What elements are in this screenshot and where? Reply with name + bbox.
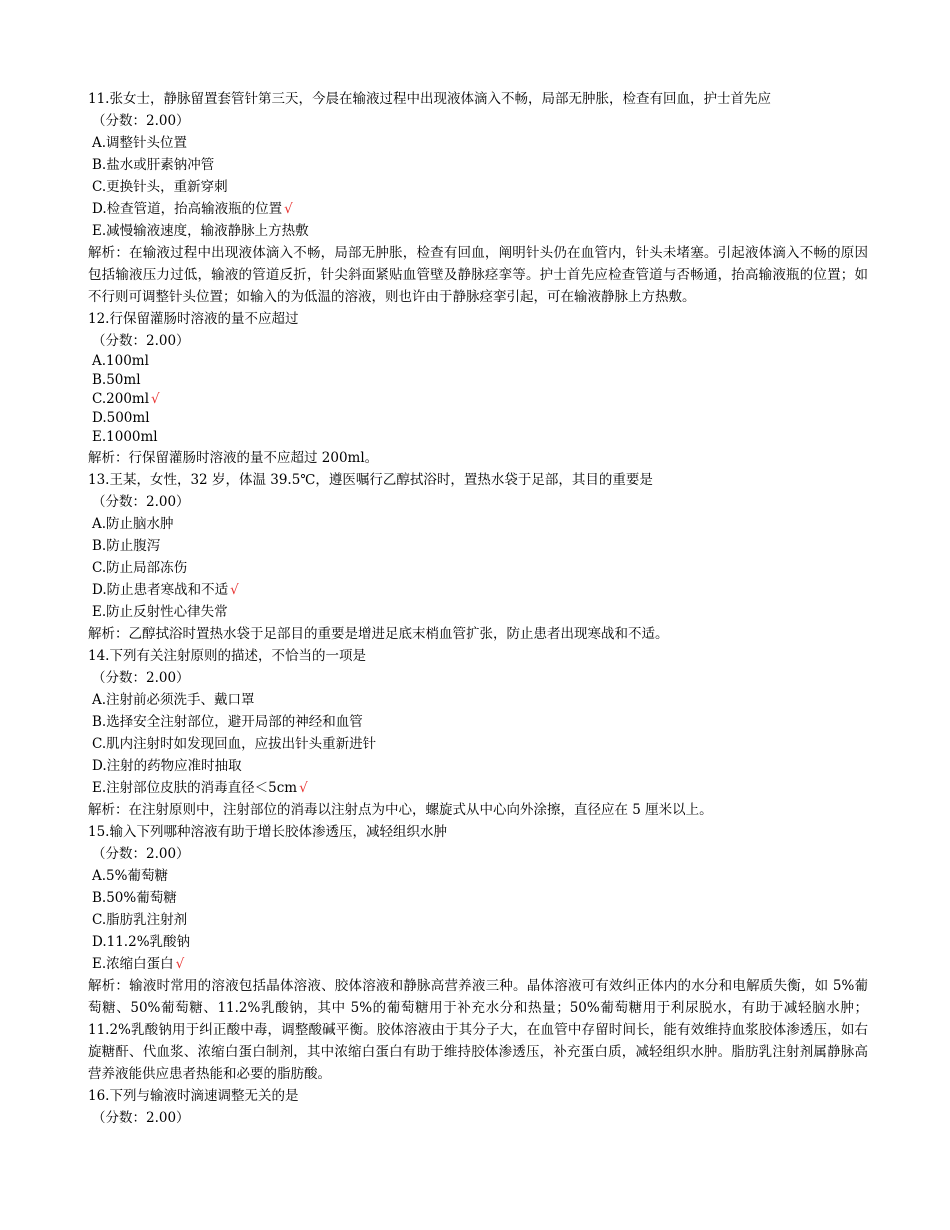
answer-option-text: A.100ml (92, 353, 149, 369)
answer-option-text: D.11.2%乳酸钠 (92, 934, 191, 950)
answer-option (88, 579, 868, 601)
question-block (88, 88, 868, 308)
answer-option-text: E.减慢输液速度，输液静脉上方热敷 (92, 223, 309, 239)
question-block (88, 645, 868, 821)
answer-option (88, 733, 868, 755)
correct-check-icon: √ (175, 956, 185, 972)
answer-option (88, 535, 868, 557)
answer-option (88, 352, 868, 371)
answer-option-text: B.选择安全注射部位，避开局部的神经和血管 (92, 714, 363, 730)
question-score: （分数：2.00） (92, 1110, 190, 1126)
answer-option (88, 154, 868, 176)
question-analysis: 解析：行保留灌肠时溶液的量不应超过 200ml。 (88, 450, 379, 466)
correct-check-icon: √ (284, 201, 293, 217)
answer-option-text: C.肌内注射时如发现回血，应拔出针头重新进针 (92, 736, 377, 752)
answer-option-text: B.50%葡萄糖 (92, 890, 177, 906)
answer-option (88, 777, 868, 799)
question-analysis: 解析：在输液过程中出现液体滴入不畅，局部无肿胀，检查有回血，阐明针头仍在血管内，针头未堵塞。引起液体滴入不畅的原因包括输液压力过低，输液的管道反折，针尖斜面紧贴血管壁及静脉痉挛等。护士首先应检查管道与否畅通，抬高输液瓶的位置；如不行则可调整针头位置；如输入的为低温的溶液，则也许由于静脉痉挛引起，可在输液静脉上方热敷。 (88, 245, 868, 305)
answer-option (88, 513, 868, 535)
question-block (88, 1085, 868, 1129)
answer-option-text: D.500ml (92, 410, 150, 426)
answer-option (88, 176, 868, 198)
answer-option (88, 220, 868, 242)
answer-option (88, 755, 868, 777)
answer-option-text: C.更换针头，重新穿刺 (92, 179, 228, 195)
question-score: （分数：2.00） (92, 333, 190, 349)
question-score: （分数：2.00） (92, 113, 190, 129)
question-block (88, 469, 868, 645)
question-stem: 11.张女士，静脉留置套管针第三天，今晨在输液过程中出现液体滴入不畅，局部无肿胀，检查有回血，护士首先应 (88, 91, 771, 107)
answer-option-text: C.脂肪乳注射剂 (92, 912, 188, 928)
answer-option-text: A.注射前必须洗手、戴口罩 (92, 692, 255, 708)
answer-option (88, 132, 868, 154)
answer-option-text: D.注射的药物应准时抽取 (92, 758, 242, 774)
answer-option-text: E.浓缩白蛋白 (92, 956, 174, 972)
answer-option (88, 428, 868, 447)
answer-option (88, 931, 868, 953)
answer-option-text: D.检查管道，抬高输液瓶的位置 (92, 201, 283, 217)
question-stem: 16.下列与输液时滴速调整无关的是 (88, 1088, 299, 1104)
correct-check-icon: √ (230, 582, 239, 598)
answer-option (88, 689, 868, 711)
answer-option-text: E.防止反射性心律失常 (92, 604, 228, 620)
answer-option (88, 953, 868, 975)
correct-check-icon: √ (299, 780, 308, 796)
question-score: （分数：2.00） (92, 494, 190, 510)
question-block (88, 821, 868, 1085)
answer-option-text: B.盐水或肝素钠冲管 (92, 157, 215, 173)
answer-option-text: C.防止局部冻伤 (92, 560, 188, 576)
question-stem: 12.行保留灌肠时溶液的量不应超过 (88, 311, 299, 327)
question-score: （分数：2.00） (92, 670, 190, 686)
exam-page (88, 88, 868, 1129)
answer-option-text: E.注射部位皮肤的消毒直径＜5cm (92, 780, 298, 796)
question-stem: 14.下列有关注射原则的描述，不恰当的一项是 (88, 648, 366, 664)
answer-option-text: C.200ml (92, 391, 150, 407)
answer-option-text: D.防止患者寒战和不适 (92, 582, 229, 598)
question-analysis: 解析：乙醇拭浴时置热水袋于足部目的重要是增进足底末梢血管扩张，防止患者出现寒战和不适。 (88, 626, 669, 642)
question-analysis: 解析：在注射原则中，注射部位的消毒以注射点为中心，螺旋式从中心向外涂擦，直径应在 5 厘米以上。 (88, 802, 713, 818)
question-stem: 13.王某，女性，32 岁，体温 39.5℃，遵医嘱行乙醇拭浴时，置热水袋于足部，其目的重要是 (88, 472, 653, 488)
answer-option (88, 711, 868, 733)
answer-option (88, 371, 868, 390)
answer-option (88, 909, 868, 931)
answer-option (88, 865, 868, 887)
answer-option (88, 390, 868, 409)
answer-option-text: B.防止腹泻 (92, 538, 161, 554)
answer-option (88, 198, 868, 220)
question-score: （分数：2.00） (92, 846, 190, 862)
question-stem: 15.输入下列哪种溶液有助于增长胶体渗透压，减轻组织水肿 (88, 824, 447, 840)
answer-option (88, 557, 868, 579)
answer-option-text: B.50ml (92, 372, 141, 388)
answer-option (88, 601, 868, 623)
question-block (88, 308, 868, 469)
answer-option-text: A.5%葡萄糖 (92, 868, 168, 884)
answer-option (88, 887, 868, 909)
answer-option-text: A.调整针头位置 (92, 135, 188, 151)
answer-option-text: E.1000ml (92, 429, 158, 445)
answer-option (88, 409, 868, 428)
correct-check-icon: √ (151, 391, 160, 407)
question-analysis: 解析：输液时常用的溶液包括晶体溶液、胶体溶液和静脉高营养液三种。晶体溶液可有效纠正体内的水分和电解质失衡，如 5%葡萄糖、50%葡萄糖、11.2%乳酸钠，其中 5%的葡萄糖用于补充水分和热量；50%葡萄糖用于利尿脱水，有助于减轻脑水肿；11.2%乳酸钠用于纠正酸中毒，调整酸碱平衡。胶体溶液由于其分子大，在血管中存留时间长，能有效维持血浆胶体渗透压，如右旋糖酐、代血浆、浓缩白蛋白制剂，其中浓缩白蛋白有助于维持胶体渗透压，补充蛋白质，减轻组织水肿。脂肪乳注射剂属静脉高营养液能供应患者热能和必要的脂肪酸。 (88, 978, 868, 1082)
answer-option-text: A.防止脑水肿 (92, 516, 174, 532)
